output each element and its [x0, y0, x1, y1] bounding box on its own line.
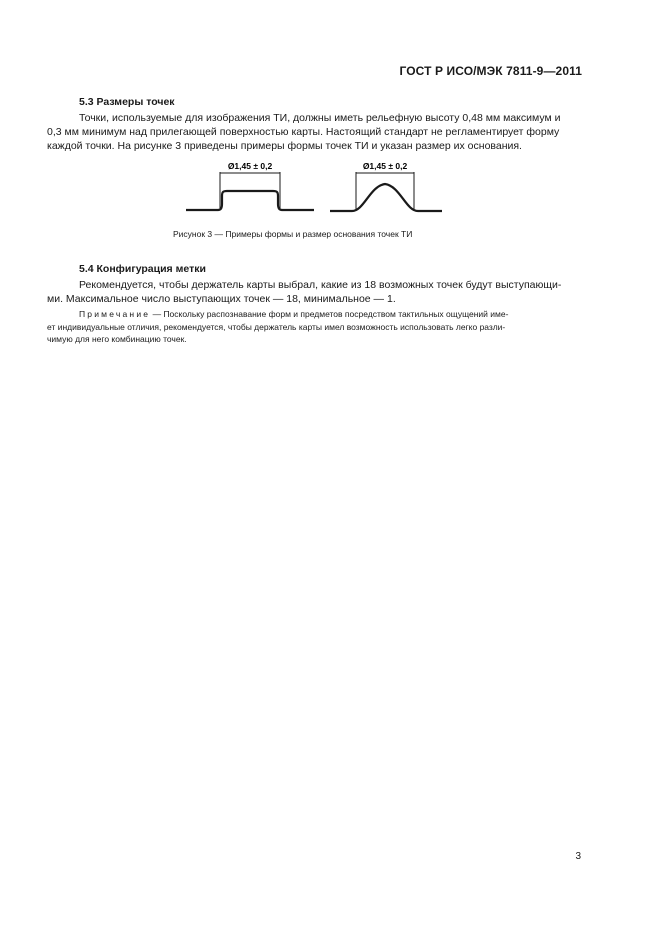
paragraph-line: Точки, используемые для изображения ТИ, должны иметь рельефную высоту 0,48 мм максимум и	[79, 112, 561, 124]
figure-3-dot-shapes	[180, 154, 450, 220]
note-label: Примечание	[79, 309, 151, 319]
section-5-4-heading: 5.4 Конфигурация метки	[79, 263, 206, 275]
flat-dot-profile	[186, 161, 314, 210]
section-5-4-paragraph	[47, 278, 583, 306]
figure-3-caption: Рисунок 3 — Примеры формы и размер основания точек ТИ	[173, 229, 413, 239]
note-line: чимую для него комбинацию точек.	[47, 334, 187, 344]
paragraph-line: ми. Максимальное число выступающих точек — 18, минимальное — 1.	[47, 293, 396, 305]
paragraph-line: каждой точки. На рисунке 3 приведены примеры формы точек ТИ и указан размер их основания.	[47, 140, 522, 152]
page-number: 3	[575, 851, 581, 862]
note-block	[47, 308, 583, 346]
paragraph-line: 0,3 мм минимум над прилегающей поверхностью карты. Настоящий стандарт не регламентирует форму	[47, 126, 560, 138]
note-line: ет индивидуальные отличия, рекомендуется, чтобы держатель карты имел возможность использовать легко разли-	[47, 321, 506, 332]
section-5-3-heading: 5.3 Размеры точек	[79, 96, 175, 108]
rounded-dot-profile	[330, 161, 442, 211]
dimension-label-left: Ø1,45 ± 0,2	[227, 161, 273, 171]
paragraph-line: Рекомендуется, чтобы держатель карты выбрал, какие из 18 возможных точек будут выступающи-	[79, 279, 562, 291]
section-5-3-paragraph	[47, 111, 583, 153]
dimension-label-right: Ø1,45 ± 0,2	[362, 161, 408, 171]
standard-code-header: ГОСТ Р ИСО/МЭК 7811-9—2011	[399, 64, 582, 78]
note-text: — Поскольку распознавание форм и предметов посредством тактильных ощущений име-	[152, 309, 509, 319]
